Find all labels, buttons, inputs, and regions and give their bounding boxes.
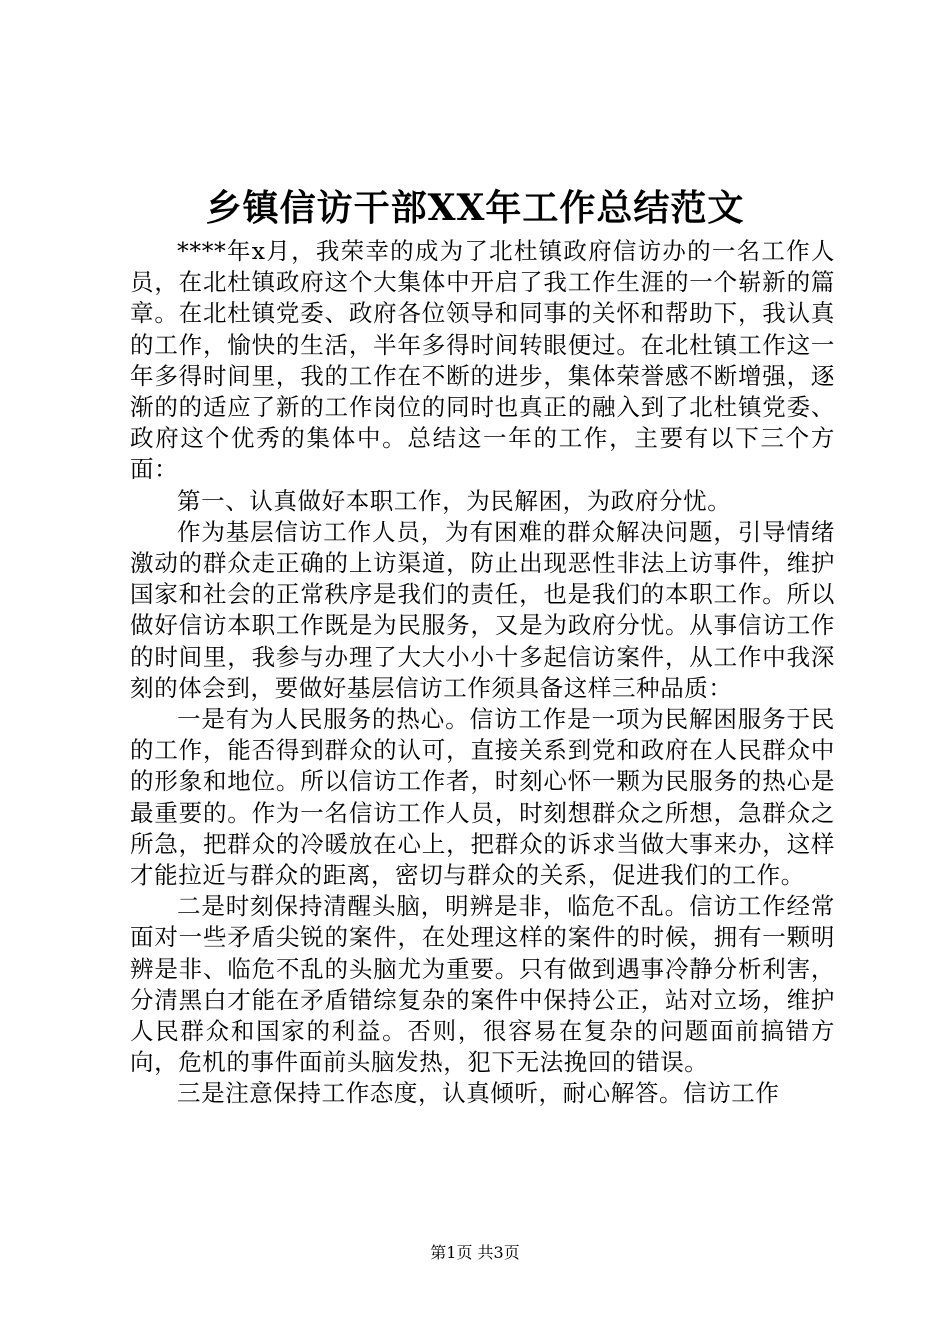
- document-body: [130, 236, 835, 1110]
- paragraph-intro: ****年x月，我荣幸的成为了北杜镇政府信访办的一名工作人员，在北杜镇政府这个大集体中开启了我工作生涯的一个崭新的篇章。在北杜镇党委、政府各位领导和同事的关怀和帮助下，我认真的工作，愉快的生活，半年多得时间转眼便过。在北杜镇工作这一年多得时间里，我的工作在不断的进步，集体荣誉感不断增强，逐渐的的适应了新的工作岗位的同时也真正的融入到了北杜镇党委、政府这个优秀的集体中。总结这一年的工作，主要有以下三个方面：: [130, 237, 835, 484]
- paragraph-quality-three: 三是注意保持工作态度，认真倾听，耐心解答。信访工作: [177, 1079, 780, 1108]
- page-footer: 第1页 共3页: [430, 1243, 520, 1262]
- document-title: 乡镇信访干部XX年工作总结范文: [205, 187, 745, 229]
- paragraph-quality-two: 二是时刻保持清醒头脑，明辨是非，临危不乱。信访工作经常面对一些矛盾尖锐的案件，在处理这样的案件的时候，拥有一颗明辨是非、临危不乱的头脑尤为重要。只有做到遇事冷静分析利害，分清黑白才能在矛盾错综复杂的案件中保持公正，站对立场，维护人民群众和国家的利益。否则，很容易在复杂的问题面前搞错方向，危机的事件面前头脑发热，犯下无法挽回的错误。: [130, 892, 835, 1077]
- paragraph-duty: 作为基层信访工作人员，为有困难的群众解决问题，引导情绪激动的群众走正确的上访渠道，防止出现恶性非法上访事件，维护国家和社会的正常秩序是我们的责任，也是我们的本职工作。所以做好信访本职工作既是为民服务，又是为政府分忧。从事信访工作的时间里，我参与办理了大大小小十多起信访案件，从工作中我深刻的体会到，要做好基层信访工作须具备这样三种品质：: [130, 517, 835, 702]
- paragraph-quality-one: 一是有为人民服务的热心。信访工作是一项为民解困服务于民的工作，能否得到群众的认可，直接关系到党和政府在人民群众中的形象和地位。所以信访工作者，时刻心怀一颗为民服务的热心是最重要的。作为一名信访工作人员，时刻想群众之所想，急群众之所急，把群众的冷暖放在心上，把群众的诉求当做大事来办，这样才能拉近与群众的距离，密切与群众的关系，促进我们的工作。: [130, 705, 835, 890]
- paragraph-heading-first: 第一、认真做好本职工作，为民解困，为政府分忧。: [177, 486, 732, 515]
